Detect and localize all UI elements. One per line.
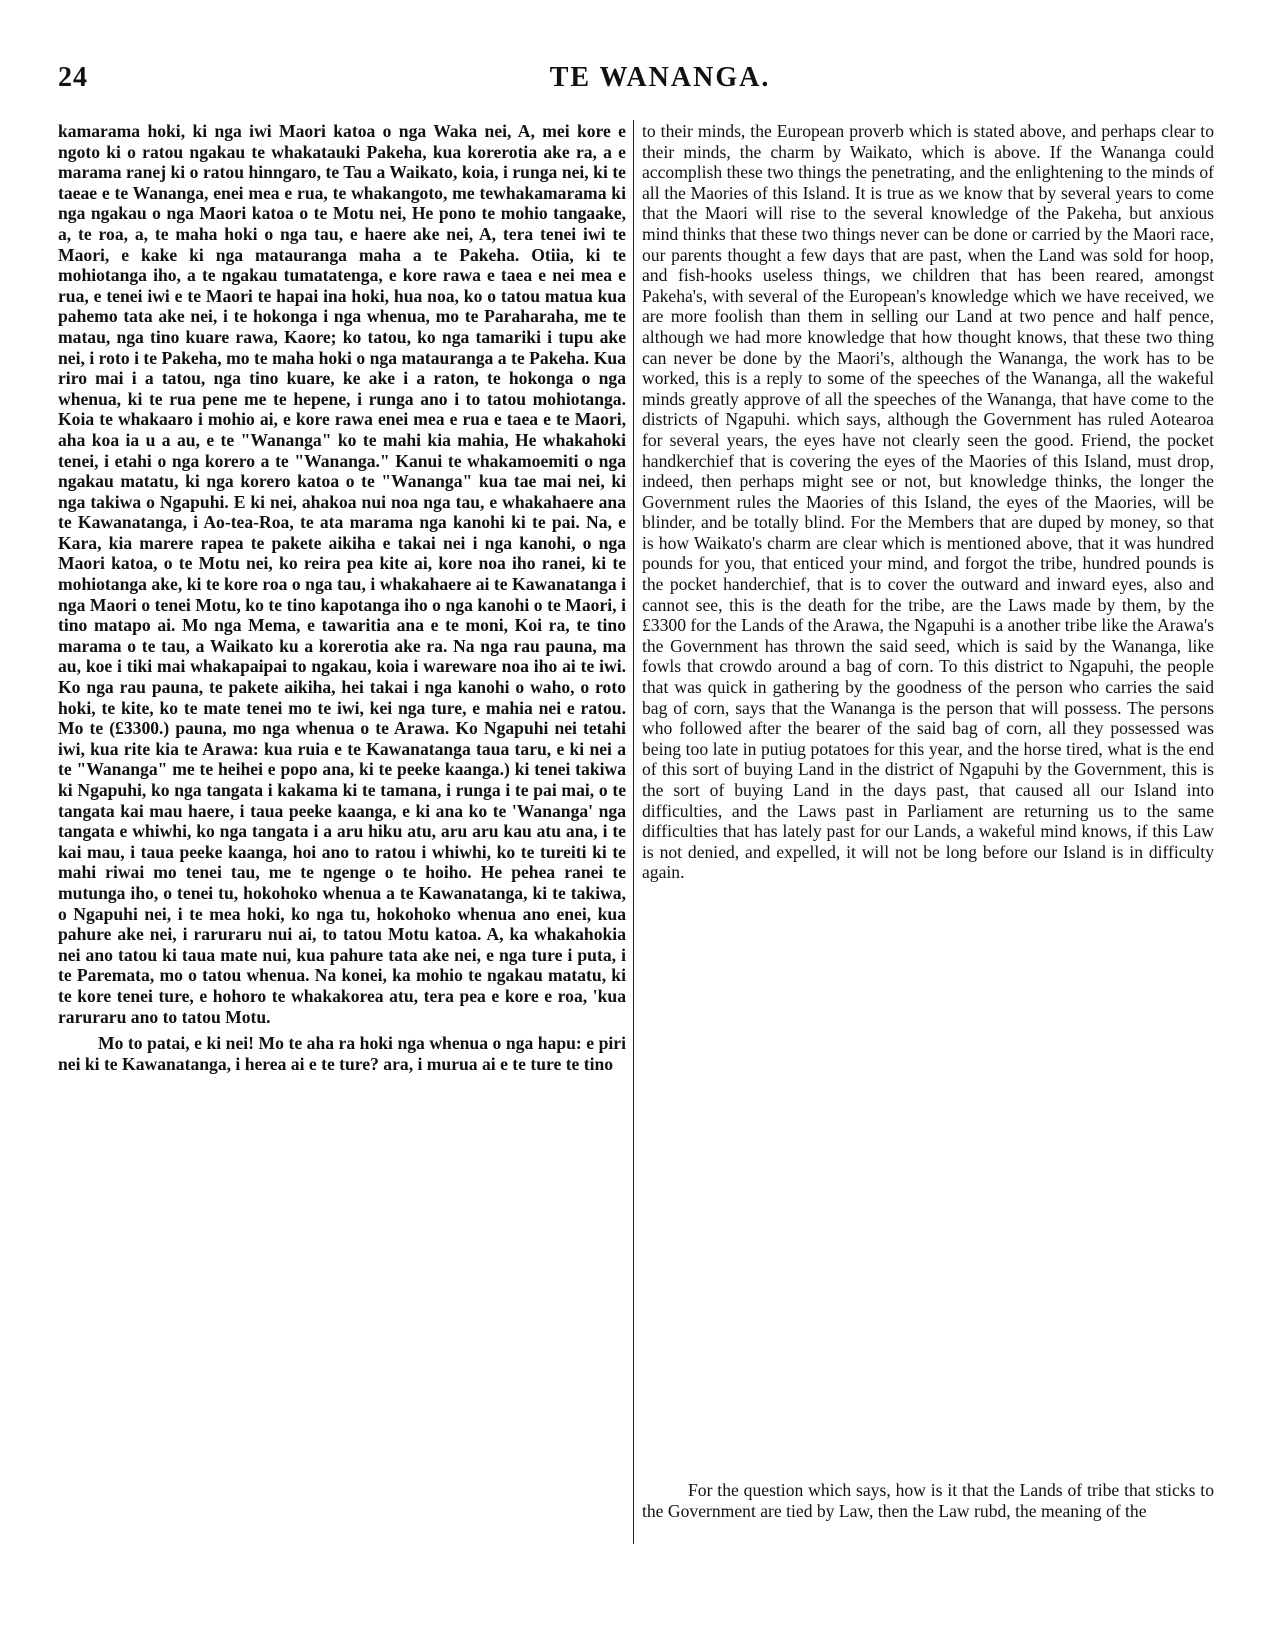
left-paragraph-1: kamarama hoki, ki nga iwi Maori katoa o nga Waka nei, A, mei kore e ngoto ki o ratou ngakau te whakatauki Pakeha, kua korerotia ake ra, a e marama ranej ki o ratou hinngaro, te Tau a Waikato, koia, i runga nei, ki te taeae e te Wananga, enei mea e rua, te whakangoto, me tewhakamarama ki nga ngakau o nga Maori katoa o te Motu nei, He pono te mohio tangaake, a, te roa, a, te maha hoki o nga tau, e haere ake nei, A, tera tenei iwi te Maori, e kake ki nga matauranga maha a te Pakeha. Otiia, ki te mohiotanga iho, a te ngakau tumatatenga, e kore rawa e taea e nei mea e rua, e tenei iwi e te Maori te hapai ina hoki, hua noa, ko o tatou matua kua pahemo tata ake nei, i te hokonga i nga whenua, mo te Paraharaha, me te matau, nga tino kuare rawa, Kaore; ko tatou, ko nga tamariki i tupu ake nei, i roto i te Pakeha, mo te maha hoki o nga matauranga a te Pakeha. Kua riro mai i a tatou, nga tino kuare, ke ake i a raton, te hokonga o nga whenua, ki te rua pene me te hepene, i runga ano i to tatou mohiotanga. Koia te whakaaro i mohio ai, e kore rawa enei mea e rua e taea e te Maori, aha koa ia u a au, e te "Wananga" ko te mahi kia mahia, He whakahoki tenei, i etahi o nga korero a te "Wananga." Kanui te whakamoemiti o nga ngakau matatu, ki nga korero katoa o te "Wananga" kua tae mai nei, ki nga takiwa o Ngapuhi. E ki nei, ahakoa nui noa nga tau, e whakahaere ana te Kawanatanga, i Ao-tea-Roa, te ata marama nga kanohi ki te pai. Na, e Kara, kia marere rapea te pakete aikiha e takai nei i nga kanohi, o nga Maori katoa, o te Motu nei, ko reira pea kite ai, kore noa iho ranei, ki te mohiotanga ake, ki te kore roa o nga tau, i whakahaere ai te Kawanatanga i nga Maori o tenei Motu, ko te tino kapotanga iho o nga kanohi o te Maori, i tino matapo ai. Mo nga Mema, e tawaritia ana e te moni, Koi ra, te tino marama o te tau, a Waikato ku a korerotia ake ra. Na nga rau pauna, ma au, koe i tiki mai whakapaipai to ngakau, koia i wareware noa iho ai te iwi. Ko nga rau pauna, te pakete aikiha, hei takai i nga kanohi o waho, o roto hoki, te kite, ko te mate tenei mo te iwi, kei nga ture, e mahia nei e ratou. Mo te (£3300.) pauna, mo nga whenua o te Arawa. Ko Ngapuhi nei tetahi iwi, kua rite kia te Arawa: kua ruia e te Kawanatanga taua taru, e ki nei a te "Wananga" me te heihei e popo ana, ki te peeke kaanga.) ki tenei takiwa ki Ngapuhi, ko nga tangata i kakama ki te tamana, i runga i te pai mai, o te tangata kai mau haere, i taua peeke kaanga, e ki ana ko te 'Wananga' nga tangata e whiwhi, ko nga tangata i a aru hiku atu, aru aru kau atu ana, i te kai mau, i taua peeke kaanga, hoi ano to ratou i whiwhi, ko te tureiti ki te mahi riwai mo tenei tau, me te ngenge o te hoiho. He pehea ranei te mutunga iho, o tenei tu, hokohoko whenua a te Kawanatanga, ki te takiwa, o Ngapuhi nei, i te mea hoki, ko nga tu, hokohoko whenua ano enei, kua pahure ake nei, i raruraru nui ai, to tatou Motu katoa. A, ka whakahokia nei ano tatou ki taua mate nui, kua pahure tata ake nei, e nga ture i puta, i te Paremata, mo o tatou whenua. Na konei, ka mohio te ngakau matatu, ki te kore tenei ture, e hohoro te whakakorea atu, tera pea e kore e roa, 'kua raruraru ano to tatou Motu. — [58, 121, 626, 1027]
page-number: 24 — [58, 62, 88, 93]
column-divider — [633, 120, 634, 1544]
left-column-maori — [58, 121, 626, 1074]
right-column-english-continued — [642, 1480, 1214, 1521]
right-paragraph-1: to their minds, the European proverb which is stated above, and perhaps clear to their minds, the charm by Waikato, which is above. If the Wananga could accomplish these two things the penetrating, and the enlightening to the minds of all the Maories of this Island. It is true as we know that by several years to come that the Maori will rise to the several knowledge of the Pakeha, but anxious mind thinks that these two things never can be done or carried by the Maori race, our parents thought a few days that are past, when the Land was sold for hoop, and fish-hooks useless things, we children that has been reared, amongst Pakeha's, with several of the European's knowledge which we have received, we are more foolish than them in selling our Land at two pence and half pence, although we had more knowledge that how thought knows, that these two thing can never be done by the Maori's, although the Wananga, the work has to be worked, this is a reply to some of the speeches of the Wananga, all the wakeful minds greatly approve of all the speeches of the Wananga, that have come to the districts of Ngapuhi. which says, although the Government has ruled Aotearoa for several years, the eyes have not clearly seen the good. Friend, the pocket handkerchief that is covering the eyes of the Maories of this Island, must drop, indeed, then perhaps might see or not, but knowledge thinks, the longer the Government rules the Maories of this Island, the eyes of the Maories, will be blinder, and be totally blind. For the Members that are duped by money, so that is how Waikato's charm are clear which is mentioned above, that it was hundred pounds for you, that enticed your mind, and forgot the tribe, hundred pounds is the pocket handerchief, that is to cover the outward and inward eyes, also and cannot see, this is the death for the tribe, are the Laws made by them, by the £3300 for the Lands of the Arawa, the Ngapuhi is a another tribe like the Arawa's the Government has thrown the said seed, which is said by the Wananga, like fowls that crowdo around a bag of corn. To this district to Ngapuhi, the people that was quick in gathering by the goodness of the person who carries the said bag of corn, says that the Wananga is the person that will possess. The persons who followed after the bearer of the said bag of corn, all they possessed was being too late in putiug potatoes for this year, and the horse tired, what is the end of this sort of buying Land in the district of Ngapuhi by the Government, this is the sort of buying Land in the days past, that caused all our Island into difficulties, and the Laws past in Parliament are returning us to the same difficulties that has lately past for our Lands, a wakeful mind knows, if this Law is not denied, and expelled, it will not be long before our Island is in difficulty again. — [642, 121, 1214, 883]
right-paragraph-2: For the question which says, how is it that the Lands of tribe that sticks to the Government are tied by Law, then the Law rubd, the meaning of the — [642, 1480, 1214, 1521]
running-title: TE WANANGA. — [549, 62, 771, 93]
left-paragraph-2: Mo to patai, e ki nei! Mo te aha ra hoki nga whenua o nga hapu: e piri nei ki te Kawanatanga, i herea ai e te ture? ara, i murua ai e te ture te tino — [58, 1033, 626, 1074]
right-column-english — [642, 121, 1214, 883]
